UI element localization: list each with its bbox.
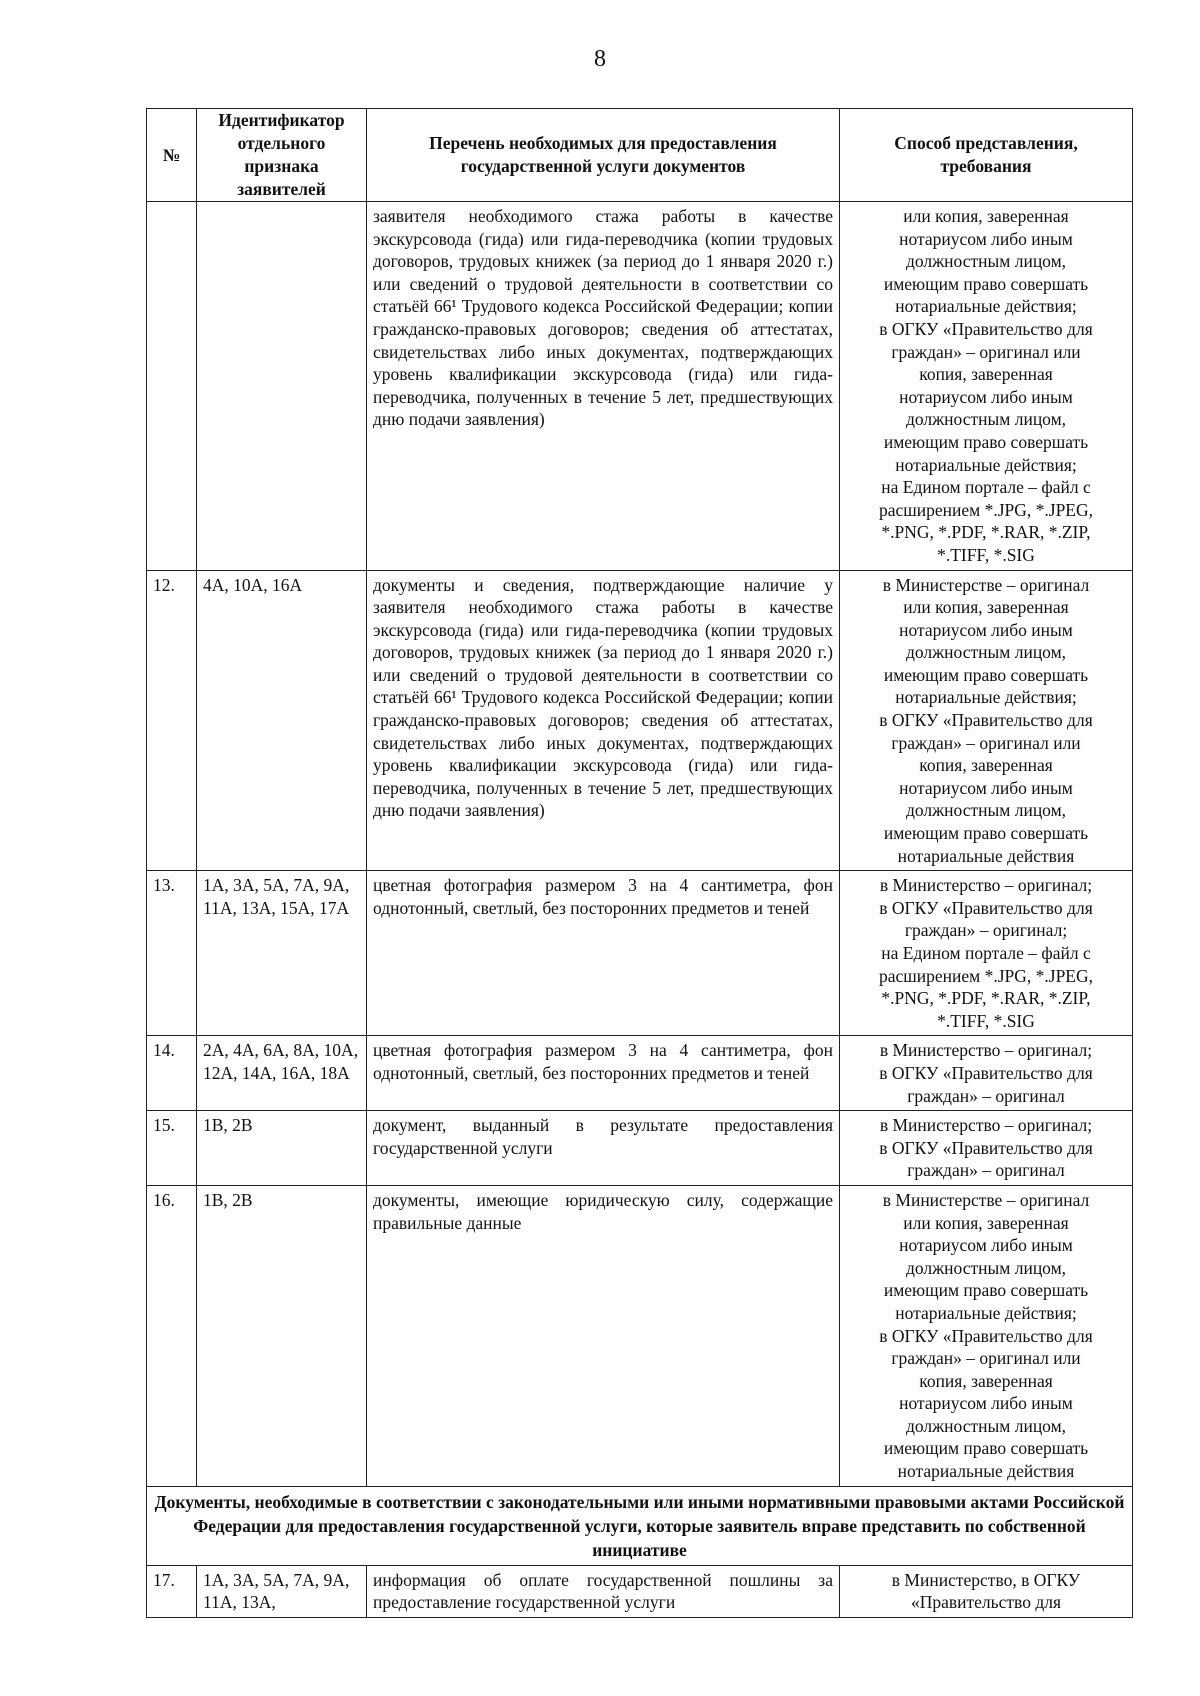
method-line: или копия, заверенная xyxy=(903,597,1069,618)
method-cell xyxy=(840,570,1133,871)
row-number: 13. xyxy=(147,871,197,1036)
row-identifiers: 2А, 4А, 6А, 8А, 10А, 12А, 14А, 16А, 18А xyxy=(197,1036,367,1111)
method-line: имеющим право совершать xyxy=(883,431,1089,452)
table-row xyxy=(147,1036,1133,1111)
method-line: на Едином портале – файл с xyxy=(881,943,1091,963)
method-line: должностным лицом, xyxy=(905,800,1067,821)
method-line: должностным лицом, xyxy=(905,409,1067,430)
row-number: 15. xyxy=(147,1111,197,1186)
table-row xyxy=(147,871,1133,1036)
table-row xyxy=(147,1185,1133,1486)
documents-table xyxy=(146,108,1133,1618)
method-line: граждан» – оригинал или xyxy=(891,341,1081,362)
method-line: в ОГКУ «Правительство для xyxy=(879,318,1093,339)
row-document: документы, имеющие юридическую силу, содержащие правильные данные xyxy=(367,1185,840,1486)
header-num: № xyxy=(147,109,197,202)
method-line: расширением *.JPG, *.JPEG, xyxy=(878,965,1094,986)
method-line: нотариусом либо иным xyxy=(899,1393,1073,1414)
method-line: граждан» – оригинал xyxy=(907,1085,1065,1106)
method-line: имеющим право совершать xyxy=(883,1280,1089,1301)
method-line: в Министерстве – оригинал xyxy=(882,574,1090,595)
method-line: имеющим право совершать xyxy=(883,664,1089,685)
header-identifier: Идентификатор отдельного признака заявителей xyxy=(197,109,367,202)
method-line: в Министерство, в ОГКУ xyxy=(891,1569,1081,1590)
method-line: в ОГКУ «Правительство для xyxy=(879,1137,1093,1158)
method-line: в Министерство – оригинал; xyxy=(879,1115,1093,1136)
method-line: нотариусом либо иным xyxy=(899,228,1073,249)
method-line: нотариальные действия; xyxy=(895,1302,1077,1323)
method-line: нотариальные действия; xyxy=(895,454,1077,475)
method-line: *.PNG, *.PDF, *.RAR, *.ZIP, xyxy=(881,522,1091,543)
method-line: нотариусом либо иным xyxy=(899,1235,1073,1256)
method-line: или копия, заверенная xyxy=(903,1212,1069,1233)
method-line: должностным лицом, xyxy=(905,1415,1067,1436)
method-line: копия, заверенная xyxy=(919,1370,1053,1391)
method-line: копия, заверенная xyxy=(919,755,1053,776)
method-line: или копия, заверенная xyxy=(903,206,1069,226)
method-line: должностным лицом, xyxy=(905,642,1067,663)
row-document: документы и сведения, подтверждающие наличие у заявителя необходимого стажа работы в качестве экскурсовода (гида) или гида-переводчика (копии трудовых договоров, трудовых книжек (за период до 1 января 2020 г.) или сведений о трудовой деятельности в соответствии со статьёй 66¹ Трудового кодекса Российской Федерации; копии гражданско-правовых договоров; сведения об аттестатах, свидетельствах либо иных документах, подтверждающих уровень квалификации экскурсовода (гида) или гида-переводчика, полученных в течение 5 лет, предшествующих дню подачи заявления) xyxy=(367,570,840,871)
method-line: нотариальные действия; xyxy=(895,687,1077,708)
method-line: «Правительство для xyxy=(910,1592,1062,1613)
method-line: копия, заверенная xyxy=(919,364,1053,385)
row-document: документ, выданный в результате предоставления государственной услуги xyxy=(367,1111,840,1186)
method-cell xyxy=(840,1185,1133,1486)
method-line: должностным лицом, xyxy=(905,1257,1067,1278)
method-line: граждан» – оригинал; xyxy=(904,920,1068,941)
method-line: нотариусом либо иным xyxy=(899,386,1073,407)
table-row xyxy=(147,1565,1133,1617)
method-line: *.PNG, *.PDF, *.RAR, *.ZIP, xyxy=(881,988,1091,1009)
row-number: 12. xyxy=(147,570,197,871)
method-line: *.TIFF, *.SIG xyxy=(937,1010,1035,1031)
row-number xyxy=(147,202,197,571)
header-method: Способ представления, требования xyxy=(840,109,1133,202)
method-line: нотариусом либо иным xyxy=(899,619,1073,640)
method-line: должностным лицом, xyxy=(905,251,1067,272)
method-line: в ОГКУ «Правительство для xyxy=(879,1325,1093,1346)
method-line: нотариальные действия xyxy=(897,1461,1075,1482)
row-number: 16. xyxy=(147,1185,197,1486)
method-line: нотариальные действия; xyxy=(895,296,1077,317)
table-row xyxy=(147,570,1133,871)
row-document: информация об оплате государственной пошлины за предоставление государственной услуги xyxy=(367,1565,840,1617)
section-title: Документы, необходимые в соответствии с законодательными или иными нормативными правовыми актами Российской Федерации для предоставления государственной услуги, которые заявитель вправе представить по собственной инициативе xyxy=(147,1486,1133,1565)
method-line: *.TIFF, *.SIG xyxy=(937,544,1035,565)
method-line: в ОГКУ «Правительство для xyxy=(879,1062,1093,1083)
method-cell xyxy=(840,202,1133,571)
method-line: имеющим право совершать xyxy=(883,823,1089,844)
method-line: в Министерство – оригинал; xyxy=(879,875,1093,896)
method-line: в Министерстве – оригинал xyxy=(882,1189,1090,1210)
row-identifiers: 1В, 2В xyxy=(197,1111,367,1186)
method-line: в ОГКУ «Правительство для xyxy=(879,897,1093,918)
method-line: граждан» – оригинал или xyxy=(891,1348,1081,1369)
method-cell xyxy=(840,871,1133,1036)
table-header-row xyxy=(147,109,1133,202)
row-document: заявителя необходимого стажа работы в качестве экскурсовода (гида) или гида-переводчика (копии трудовых договоров, трудовых книжек (за период до 1 января 2020 г.) или сведений о трудовой деятельности в соответствии со статьёй 66¹ Трудового кодекса Российской Федерации; копии гражданско-правовых договоров; сведения об аттестатах, свидетельствах либо иных документах, подтверждающих уровень квалификации экскурсовода (гида) или гида-переводчика, полученных в течение 5 лет, предшествующих дню подачи заявления) xyxy=(367,202,840,571)
row-identifiers: 1А, 3А, 5А, 7А, 9А, 11А, 13А, xyxy=(197,1565,367,1617)
method-cell xyxy=(840,1565,1133,1617)
row-document: цветная фотография размером 3 на 4 сантиметра, фон однотонный, светлый, без посторонних предметов и теней xyxy=(367,871,840,1036)
table-row xyxy=(147,1111,1133,1186)
method-cell xyxy=(840,1111,1133,1186)
table-row xyxy=(147,202,1133,571)
row-identifiers: 1А, 3А, 5А, 7А, 9А, 11А, 13А, 15А, 17А xyxy=(197,871,367,1036)
row-number: 14. xyxy=(147,1036,197,1111)
method-line: расширением *.JPG, *.JPEG, xyxy=(878,499,1094,520)
method-line: нотариусом либо иным xyxy=(899,777,1073,798)
method-line: на Едином портале – файл с xyxy=(881,477,1091,498)
method-line: нотариальные действия xyxy=(897,845,1075,866)
method-line: в Министерство – оригинал; xyxy=(879,1040,1093,1061)
method-line: имеющим право совершать xyxy=(883,1438,1089,1459)
method-line: граждан» – оригинал или xyxy=(891,732,1081,753)
row-number: 17. xyxy=(147,1565,197,1617)
row-identifiers: 1В, 2В xyxy=(197,1185,367,1486)
row-identifiers: 4А, 10А, 16А xyxy=(197,570,367,871)
page-number: 8 xyxy=(594,46,606,72)
row-identifiers xyxy=(197,202,367,571)
header-documents: Перечень необходимых для предоставления государственной услуги документов xyxy=(367,109,840,202)
section-row xyxy=(147,1486,1133,1565)
method-cell xyxy=(840,1036,1133,1111)
method-line: имеющим право совершать xyxy=(883,273,1089,294)
row-document: цветная фотография размером 3 на 4 сантиметра, фон однотонный, светлый, без посторонних предметов и теней xyxy=(367,1036,840,1111)
method-line: в ОГКУ «Правительство для xyxy=(879,710,1093,731)
method-line: граждан» – оригинал xyxy=(907,1160,1065,1181)
